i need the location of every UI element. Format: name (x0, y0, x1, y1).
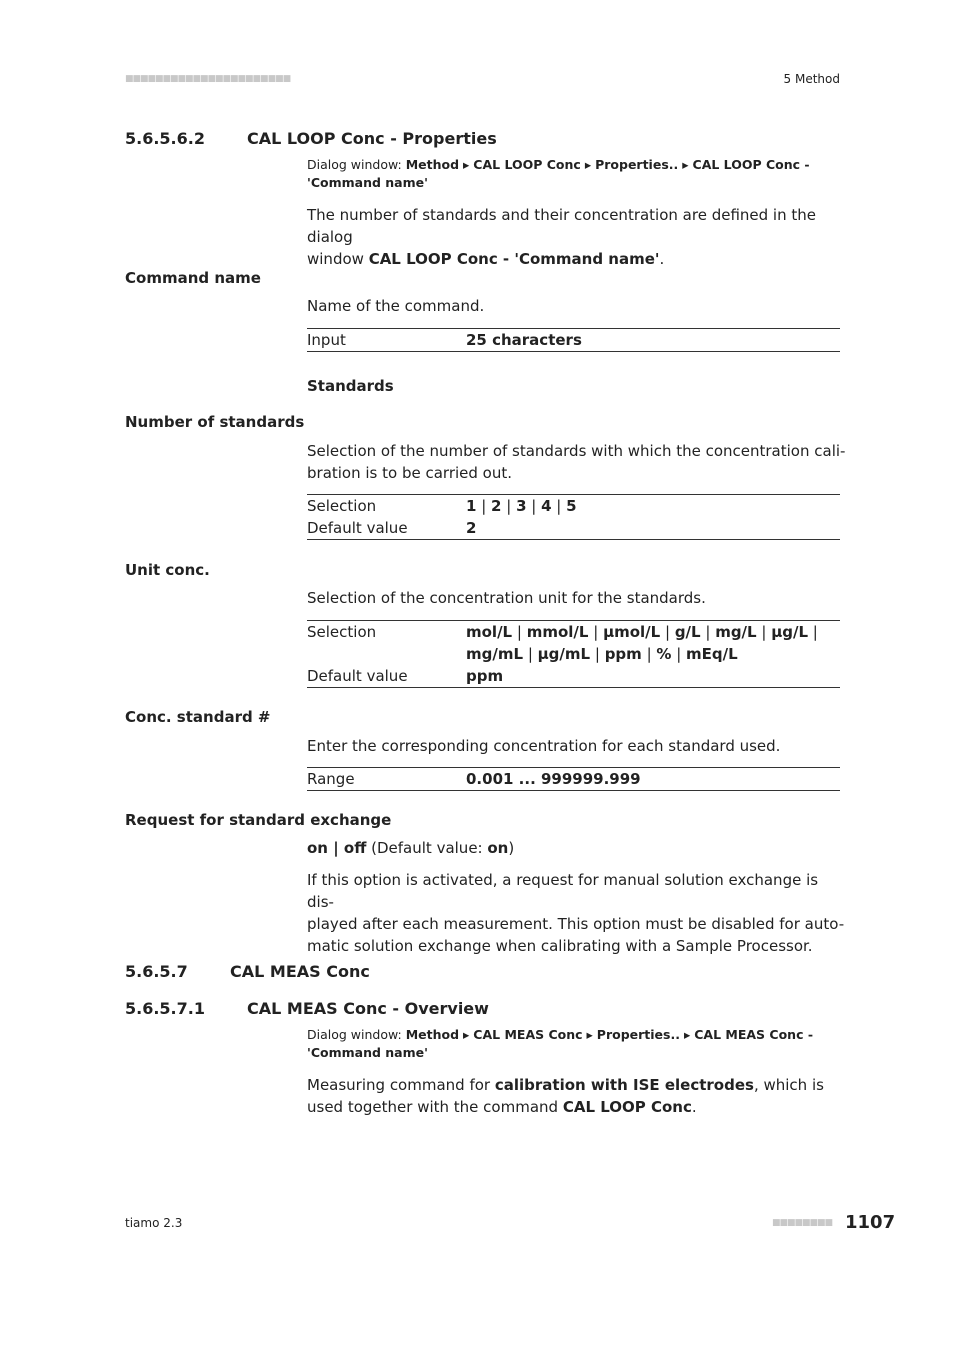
param-table (307, 767, 840, 791)
table-row: Input 25 characters (307, 331, 582, 349)
param-label-conc-standard: Conc. standard # (125, 708, 271, 726)
param-desc: If this option is activated, a request for manual solution exchange is dis- played after each measurement. This option must be disabled for auto- matic solution exchange when calibrating with a Sample Processor. (307, 871, 845, 955)
subheading-standards: Standards (307, 377, 394, 395)
section-title: CAL LOOP Conc - Properties (247, 129, 497, 148)
overview-paragraph: Measuring command for calibration with ISE electrodes, which is used together with the command CAL LOOP Conc. (307, 1076, 824, 1116)
dialog-path: Dialog window: Method ▸ CAL MEAS Conc ▸ Properties.. ▸ CAL MEAS Conc - 'Command name' (307, 1027, 814, 1060)
param-desc: Selection of the number of standards with which the concentration cali- bration is to be carried out. (307, 442, 846, 482)
dialog-path: Dialog window: Method ▸ CAL LOOP Conc ▸ Properties.. ▸ CAL LOOP Conc - 'Command name' (307, 157, 810, 190)
param-label-command-name: Command name (125, 269, 261, 287)
param-label-number-of-standards: Number of standards (125, 413, 305, 431)
table-row: Selection mol/L | mmol/L | µmol/L | g/L | mg/L | µg/L | mg/mL | µg/mL | ppm | % | mEq/L (307, 623, 818, 663)
chapter-title: 5 Method (783, 72, 840, 86)
section-number: 5.6.5.7.1 (125, 999, 205, 1018)
section-title: CAL MEAS Conc (230, 962, 370, 981)
param-desc: Name of the command. (307, 297, 485, 315)
product-version: tiamo 2.3 (125, 1216, 183, 1230)
param-table (307, 494, 840, 540)
page-number: 1107 (845, 1212, 896, 1233)
table-row: Selection 1 | 2 | 3 | 4 | 5 (307, 497, 577, 515)
param-desc: Enter the corresponding concentration for each standard used. (307, 737, 781, 755)
table-row: Default value 2 (307, 519, 477, 537)
section-title: CAL MEAS Conc - Overview (247, 999, 489, 1018)
header-decoration: ■■■■■■■■■■■■■■■■■■■■■■ (125, 74, 291, 84)
intro-paragraph: The number of standards and their concentration are defined in the dialog window CAL LOOP Conc - 'Command name'. (307, 206, 816, 268)
param-table (307, 328, 840, 352)
footer-decoration: ■■■■■■■■ (772, 1218, 833, 1228)
section-number: 5.6.5.6.2 (125, 129, 205, 148)
param-table (307, 620, 840, 688)
param-label-unit-conc: Unit conc. (125, 561, 210, 579)
section-number: 5.6.5.7 (125, 962, 188, 981)
param-desc: Selection of the concentration unit for the standards. (307, 589, 706, 607)
table-row: Default value ppm (307, 667, 504, 685)
param-onoff: on | off (Default value: on) (307, 839, 515, 857)
param-label-request-standard-exchange: Request for standard exchange (125, 811, 392, 829)
table-row: Range 0.001 ... 999999.999 (307, 770, 641, 788)
